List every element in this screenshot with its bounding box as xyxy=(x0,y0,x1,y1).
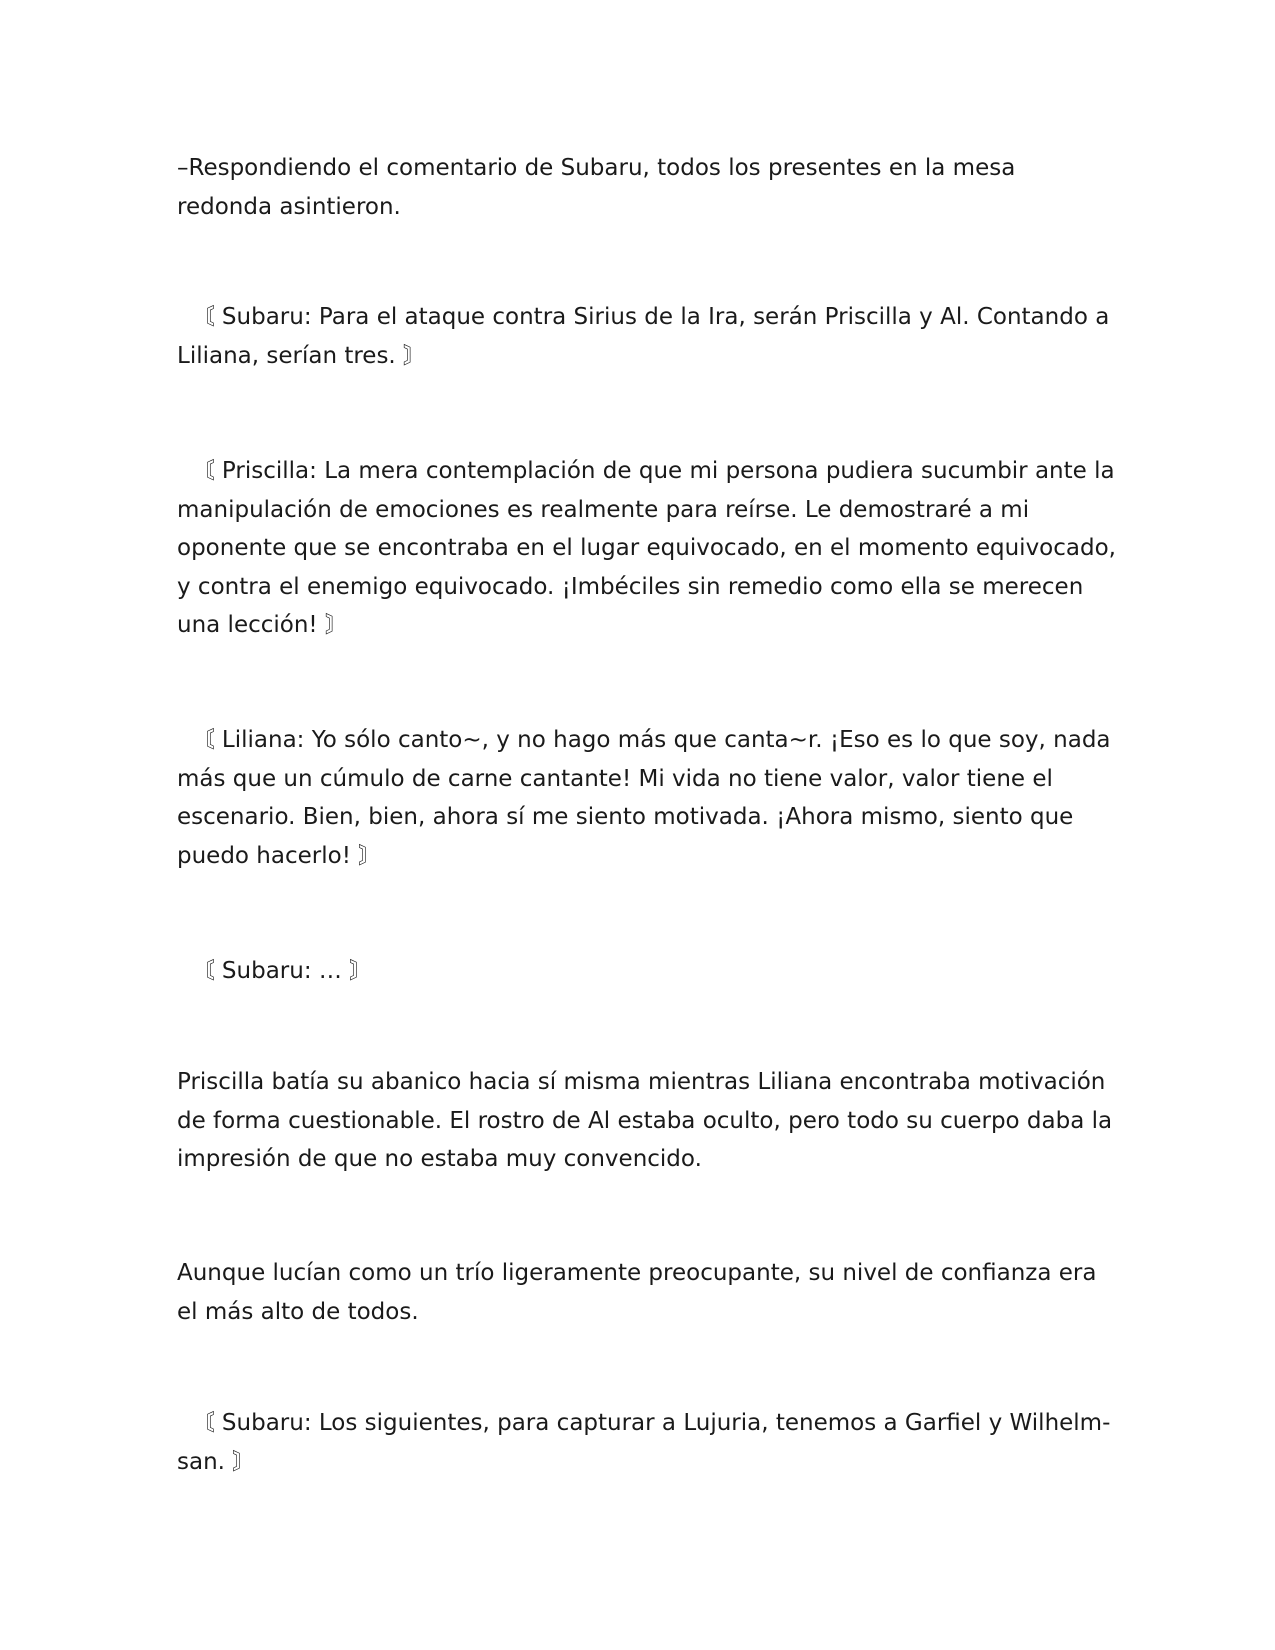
paragraph-dialogue-subaru-2: 〘 Subaru: … 〙 xyxy=(177,958,373,984)
paragraph-narration-1: –Respondiendo el comentario de Subaru, todos los presentes en la mesa redonda asintieron. xyxy=(177,155,1016,220)
paragraph-dialogue-priscilla: 〘 Priscilla: La mera contemplación de que mi persona pudiera sucumbir ante la manipulación de emociones es realmente para reírse. Le demostraré a mi oponente que se encontraba en el lugar equivocado, en el momento equivocado, y contra el enemigo equivocado. ¡Imbéciles sin remedio como ella se merecen una lección! 〙 xyxy=(177,458,1116,638)
paragraph-dialogue-liliana: 〘 Liliana: Yo sólo canto~, y no hago más que canta~r. ¡Eso es lo que soy, nada más que un cúmulo de carne cantante! Mi vida no tiene valor, valor tiene el escenario. Bien, bien, ahora sí me siento motivada. ¡Ahora mismo, siento que puedo hacerlo! 〙 xyxy=(177,727,1111,869)
paragraph-dialogue-subaru-3: 〘 Subaru: Los siguientes, para capturar a Lujuria, tenemos a Garfiel y Wilhelm-san. 〙 xyxy=(177,1410,1111,1475)
paragraph-dialogue-subaru-1: 〘 Subaru: Para el ataque contra Sirius de la Ira, serán Priscilla y Al. Contando a Liliana, serían tres. 〙 xyxy=(177,304,1110,369)
paragraph-narration-2: Priscilla batía su abanico hacia sí misma mientras Liliana encontraba motivación de forma cuestionable. El rostro de Al estaba oculto, pero todo su cuerpo daba la impresión de que no estaba muy convencido. xyxy=(177,1069,1113,1172)
paragraph-narration-3: Aunque lucían como un trío ligeramente preocupante, su nivel de confianza era el más alto de todos. xyxy=(177,1260,1097,1325)
